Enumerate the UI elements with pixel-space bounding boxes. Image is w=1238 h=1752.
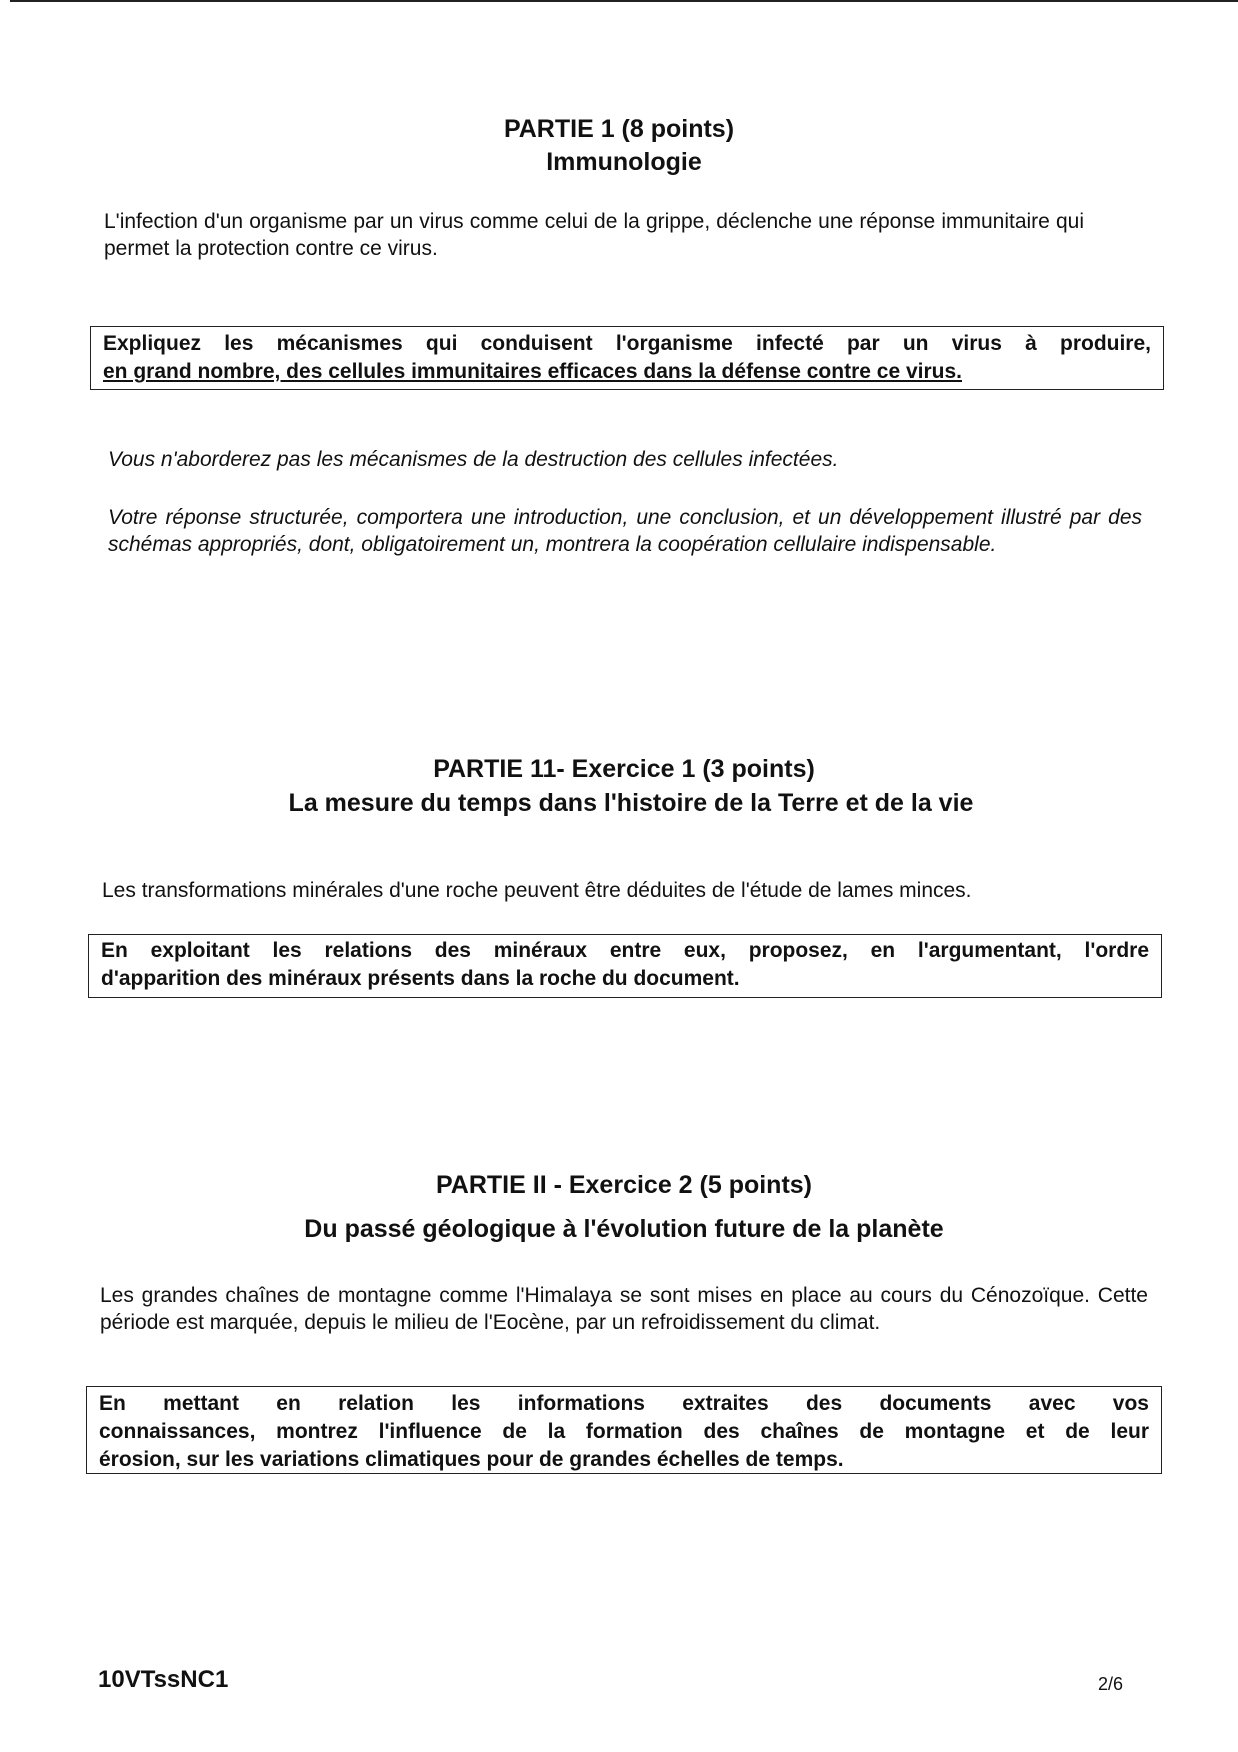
part2-ex1-subtitle: La mesure du temps dans l'histoire de la Terre et de la vie [288, 789, 974, 817]
part1-question-line2: en grand nombre, des cellules immunitaires efficaces dans la défense contre ce virus. [103, 360, 962, 383]
part2-ex2-question-line1: En mettant en relation les informations extraites des documents avec vos [99, 1392, 1149, 1415]
part2-ex2-subtitle: Du passé géologique à l'évolution future de la planète [304, 1215, 944, 1243]
part2-ex2-intro: Les grandes chaînes de montagne comme l'Himalaya se sont mises en place au cours du Cénozoïque. Cette période est marquée, depuis le milieu de l'Eocène, par un refroidissement du climat. [100, 1284, 1148, 1334]
part1-intro: L'infection d'un organisme par un virus comme celui de la grippe, déclenche une réponse immunitaire qui permet la protection contre ce virus. [104, 210, 1084, 260]
part1-question-box [90, 326, 1164, 390]
scan-top-border [10, 0, 1238, 2]
part1-title: PARTIE 1 (8 points) [503, 115, 735, 143]
part1-note: Vous n'aborderez pas les mécanismes de la destruction des cellules infectées. [108, 448, 839, 471]
part1-question-line1: Expliquez les mécanismes qui conduisent l'organisme infecté par un virus à produire, [103, 332, 1151, 355]
part2-ex1-question-box [88, 934, 1162, 998]
part2-ex2-question-line3: érosion, sur les variations climatiques pour de grandes échelles de temps. [99, 1448, 844, 1471]
part2-ex1-question-line1: En exploitant les relations des minéraux entre eux, proposez, en l'argumentant, l'ordre [101, 939, 1149, 962]
page-number: 2/6 [1098, 1674, 1124, 1694]
part1-subtitle: Immunologie [546, 148, 702, 176]
part2-ex2-question-box [86, 1386, 1162, 1474]
part2-ex1-intro: Les transformations minérales d'une roche peuvent être déduites de l'étude de lames minces. [102, 879, 972, 902]
part1-instructions: Votre réponse structurée, comportera une introduction, une conclusion, et un développement illustré par des schémas appropriés, dont, obligatoirement un, montrera la coopération cellulaire indispensable. [108, 506, 1142, 556]
part2-ex2-question-line2: connaissances, montrez l'influence de la formation des chaînes de montagne et de leur [99, 1420, 1149, 1443]
part2-ex2-title: PARTIE II - Exercice 2 (5 points) [435, 1171, 813, 1199]
part2-ex1-title: PARTIE 11- Exercice 1 (3 points) [433, 755, 815, 783]
document-code: 10VTssNC1 [98, 1666, 229, 1693]
part2-ex1-question-line2: d'apparition des minéraux présents dans la roche du document. [101, 967, 740, 990]
